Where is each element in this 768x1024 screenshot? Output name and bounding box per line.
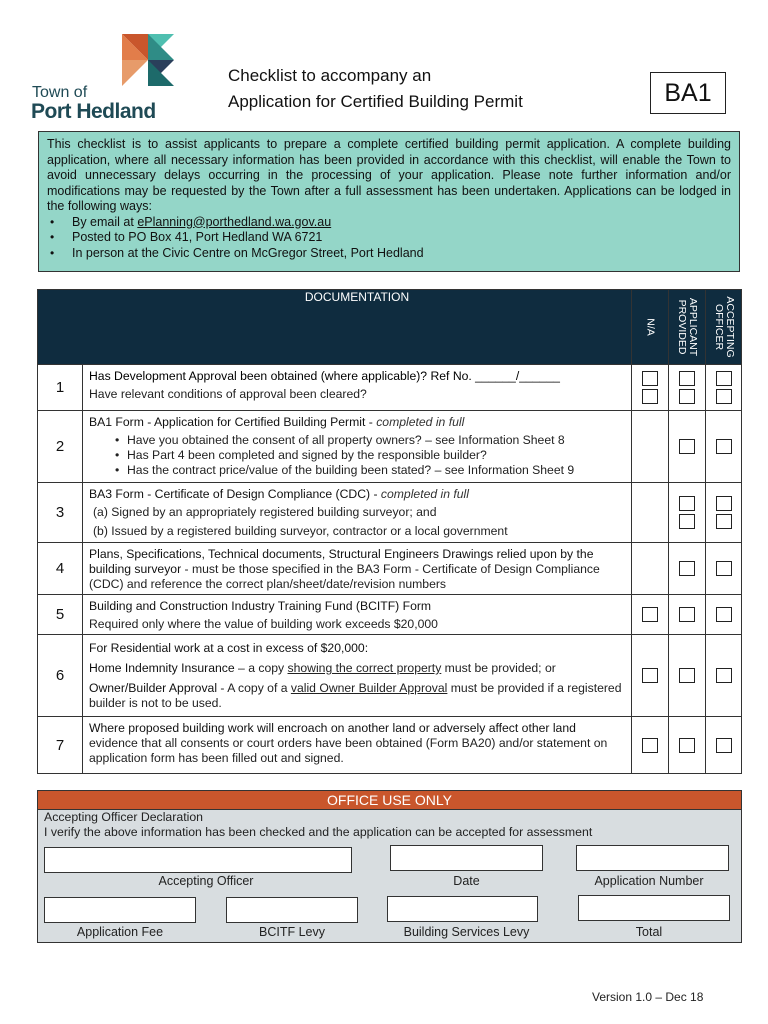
- row-description: [83, 635, 632, 717]
- table-row: [38, 365, 742, 411]
- officer-checkbox[interactable]: [716, 514, 732, 529]
- date-label: Date: [453, 874, 480, 888]
- list-item: • Has Part 4 been completed and signed by the responsible builder?: [117, 448, 625, 463]
- na-cell: [632, 595, 669, 635]
- officer-checkbox[interactable]: [716, 561, 732, 576]
- intro-panel: [38, 131, 740, 272]
- declaration-text: I verify the above information has been checked and the application can be accepted for assessment: [44, 824, 593, 839]
- application-fee-label: Application Fee: [76, 925, 164, 939]
- applicant-cell: [669, 543, 706, 595]
- na-checkbox[interactable]: [642, 389, 658, 404]
- header-applicant-line2: PROVIDED: [676, 299, 688, 355]
- na-checkbox[interactable]: [642, 371, 658, 386]
- lodgement-email: [47, 215, 731, 231]
- row6-oba-emphasis: valid Owner Builder Approval: [290, 681, 448, 695]
- applicant-checkbox[interactable]: [679, 561, 695, 576]
- applicant-checkbox[interactable]: [679, 738, 695, 753]
- lodgement-in-person: • In person at the Civic Centre on McGregor Street, Port Hedland: [47, 246, 731, 262]
- row6-hii-pre: – a copy: [234, 661, 288, 675]
- list-item: • Has the contract price/value of the building been stated? – see Information Sheet 9: [117, 463, 625, 478]
- row7-detail: evidence that all consents or court orders have been obtained (Form BA20) and/or statement on application form has been filled out and signed.: [89, 736, 608, 765]
- table-header-row: [38, 290, 742, 365]
- lodgement-list: [47, 215, 731, 262]
- officer-checkbox[interactable]: [716, 738, 732, 753]
- na-checkbox[interactable]: [642, 607, 658, 622]
- officer-cell: [706, 411, 742, 483]
- row4-detail: - must be those specified in the BA3 Form - Certificate of Design Compliance (CDC) and reference the correct plan/sheet/date/revision numbers: [89, 562, 600, 591]
- building-services-levy-field[interactable]: [387, 896, 538, 922]
- header-officer-line1: ACCEPTING: [723, 296, 736, 358]
- email-prefix: By email at: [72, 214, 138, 229]
- na-cell: [632, 483, 669, 543]
- row2-title-text: BA1 Form - Application for Certified Building Permit -: [89, 415, 377, 429]
- applicant-checkbox[interactable]: [679, 371, 695, 386]
- na-checkbox[interactable]: [642, 738, 658, 753]
- logo-text-town: Town of: [32, 84, 88, 101]
- header-applicant-provided: [669, 290, 706, 365]
- officer-checkbox[interactable]: [716, 496, 732, 511]
- officer-cell: [706, 543, 742, 595]
- row6-title: For Residential work at a cost in excess of $20,000:: [89, 641, 369, 655]
- title-line-2: Application for Certified Building Permit: [228, 92, 523, 111]
- applicant-checkbox[interactable]: [679, 514, 695, 529]
- applicant-cell: [669, 411, 706, 483]
- office-use-panel: [37, 790, 742, 943]
- na-cell: [632, 717, 669, 774]
- intro-text: This checklist is to assist applicants to prepare a complete certified building permit application. A complete building application, where all necessary information has been provided in accordance with this checklist, will enable the Town to avoid unnecessary delays occurring in the processing of your application. Please note further information and/or modifications may be requested by the Town after a full assessment has been undertaken. Applications can be lodged in the following ways:: [47, 137, 731, 213]
- row3-title-text: BA3 Form - Certificate of Design Compliance (CDC) -: [89, 487, 381, 501]
- applicant-cell: [669, 365, 706, 411]
- table-row: [38, 411, 742, 483]
- na-cell: [632, 411, 669, 483]
- header-applicant-label: [676, 298, 698, 356]
- form-code-badge: BA1: [650, 72, 726, 114]
- row6-home-indemnity: [89, 661, 625, 676]
- table-row: [38, 717, 742, 774]
- row-description: [83, 411, 632, 483]
- officer-cell: [706, 595, 742, 635]
- header-officer-label: [713, 296, 735, 357]
- row6-oba-pre: - A copy of a: [217, 681, 291, 695]
- row-number: 4: [38, 543, 83, 595]
- building-services-levy-label: Building Services Levy: [403, 925, 530, 939]
- table-row: [38, 483, 742, 543]
- officer-checkbox[interactable]: [716, 389, 732, 404]
- total-field[interactable]: [578, 895, 730, 921]
- header-officer-line2: OFFICER: [712, 303, 725, 351]
- bcitf-levy-label: BCITF Levy: [259, 925, 325, 939]
- row-number: 2: [38, 411, 83, 483]
- row7-title: Where proposed building work will encroach on another land or adversely affect other land: [89, 721, 576, 735]
- row4-title: Plans, Specifications, Technical documents, Structural Engineers Drawings relied upon by the building surveyor: [89, 547, 594, 576]
- officer-checkbox[interactable]: [716, 668, 732, 683]
- applicant-cell: [669, 635, 706, 717]
- row3-sub-b: (b) Issued by a registered building surveyor, contractor or a local government: [93, 524, 508, 538]
- row-description: [83, 365, 632, 411]
- application-number-label: Application Number: [594, 874, 704, 888]
- officer-checkbox[interactable]: [716, 371, 732, 386]
- lodgement-post: • Posted to PO Box 41, Port Hedland WA 6721: [47, 230, 731, 246]
- applicant-checkbox[interactable]: [679, 389, 695, 404]
- applicant-checkbox[interactable]: [679, 668, 695, 683]
- accepting-officer-label: Accepting Officer: [158, 874, 254, 888]
- row6-oba-label: Owner/Builder Approval: [89, 681, 218, 695]
- row-description: [83, 717, 632, 774]
- application-fee-field[interactable]: [44, 897, 196, 923]
- applicant-cell: [669, 717, 706, 774]
- title-line-1: Checklist to accompany an: [228, 66, 432, 85]
- applicant-checkbox[interactable]: [679, 496, 695, 511]
- header-documentation: DOCUMENTATION: [38, 290, 632, 365]
- table-row: [38, 635, 742, 717]
- row3-sub-a: (a) Signed by an appropriately registered building surveyor; and: [93, 505, 437, 519]
- officer-cell: [706, 717, 742, 774]
- logo-mark-icon: [122, 34, 180, 86]
- officer-cell: [706, 365, 742, 411]
- row-description: [83, 543, 632, 595]
- na-cell: [632, 365, 669, 411]
- row5-detail: Required only where the value of building work exceeds $20,000: [89, 617, 438, 631]
- na-checkbox[interactable]: [642, 668, 658, 683]
- email-link[interactable]: ePlanning@porthedland.wa.gov.au: [137, 214, 332, 229]
- row6-hii-label: Home Indemnity Insurance: [89, 661, 235, 675]
- version-footer: Version 1.0 – Dec 18: [592, 990, 704, 1004]
- row2-title-note: completed in full: [376, 415, 465, 429]
- row-number: 3: [38, 483, 83, 543]
- office-use-header: OFFICE USE ONLY: [38, 791, 741, 810]
- list-item: • Have you obtained the consent of all property owners? – see Information Sheet 8: [117, 433, 625, 448]
- applicant-checkbox[interactable]: [679, 607, 695, 622]
- row-number: 1: [38, 365, 83, 411]
- row6-oba-post: must be provided if a registered builder is not to be used.: [89, 681, 622, 710]
- row1-question: Has Development Approval been obtained (where applicable)? Ref No. ______/______: [89, 369, 560, 383]
- header-na-label: N/A: [644, 318, 657, 336]
- officer-checkbox[interactable]: [716, 607, 732, 622]
- application-number-field[interactable]: [576, 845, 729, 871]
- officer-cell: [706, 483, 742, 543]
- na-cell: [632, 635, 669, 717]
- table-row: [38, 595, 742, 635]
- row2-bullets: [117, 433, 625, 478]
- row1-subquestion: Have relevant conditions of approval been cleared?: [89, 387, 367, 401]
- accepting-officer-field[interactable]: [44, 847, 352, 873]
- na-cell: [632, 543, 669, 595]
- row-number: 7: [38, 717, 83, 774]
- header-na: [632, 290, 669, 365]
- applicant-checkbox[interactable]: [679, 439, 695, 454]
- officer-checkbox[interactable]: [716, 439, 732, 454]
- row5-title: Building and Construction Industry Training Fund (BCITF) Form: [89, 599, 432, 613]
- checklist-table: [37, 289, 742, 774]
- date-field[interactable]: [390, 845, 543, 871]
- row6-hii-emphasis: showing the correct property: [287, 661, 442, 675]
- logo-text-port-hedland: Port Hedland: [31, 100, 156, 123]
- header-accepting-officer: [706, 290, 742, 365]
- row2-title: [89, 415, 625, 430]
- town-logo: [30, 34, 180, 126]
- row-description: [83, 595, 632, 635]
- officer-declaration: [44, 810, 592, 839]
- bcitf-levy-field[interactable]: [226, 897, 358, 923]
- row6-hii-post: must be provided; or: [441, 661, 556, 675]
- applicant-cell: [669, 483, 706, 543]
- row-description: [83, 483, 632, 543]
- row3-title: [89, 487, 625, 502]
- officer-cell: [706, 635, 742, 717]
- row-number: 6: [38, 635, 83, 717]
- page-title: [228, 63, 523, 115]
- total-label: Total: [635, 925, 663, 939]
- table-row: [38, 543, 742, 595]
- row-number: 5: [38, 595, 83, 635]
- row3-title-note: completed in full: [380, 487, 469, 501]
- header-applicant-line1: APPLICANT: [687, 297, 699, 357]
- declaration-title: Accepting Officer Declaration: [44, 810, 204, 824]
- applicant-cell: [669, 595, 706, 635]
- row6-owner-builder: [89, 681, 625, 711]
